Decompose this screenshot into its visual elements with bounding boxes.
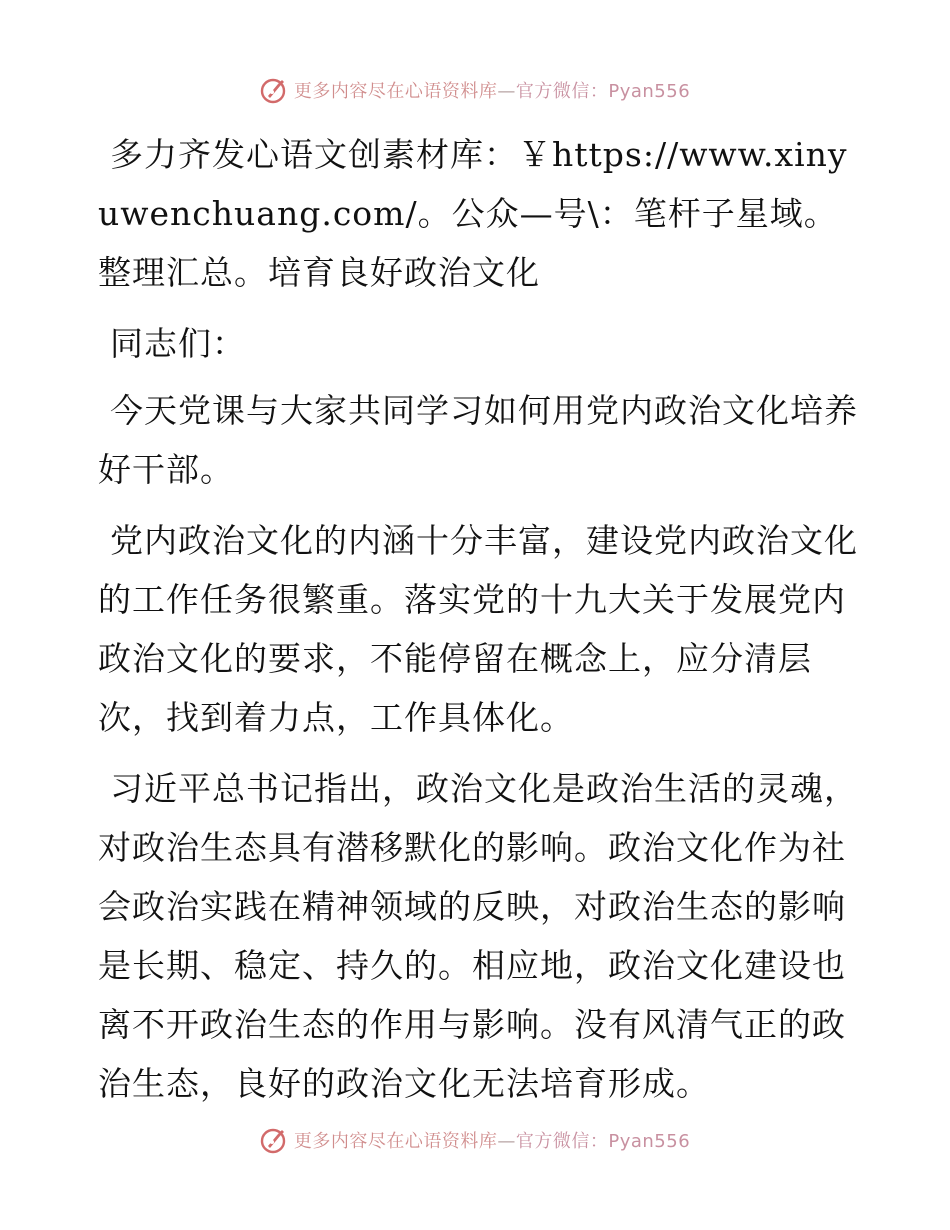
- footer-banner-official: 官方微信：: [515, 1131, 609, 1152]
- footer-banner-id: Pyan556: [608, 1131, 691, 1152]
- pen-nib-logo-icon: [260, 1126, 288, 1154]
- header-watermark-banner: [0, 72, 950, 108]
- paragraph-2: 党内政治文化的内涵十分丰富，建设党内政治文化的工作任务很繁重。落实党的十九大关于发展党内政治文化的要求，不能停留在概念上，应分清层次，找到着力点，工作具体化。: [98, 521, 858, 737]
- header-banner-id: Pyan556: [608, 81, 691, 102]
- footer-watermark-banner: [0, 1122, 950, 1158]
- footer-banner-main: 更多内容尽在心语资料库: [293, 1131, 498, 1152]
- header-banner-main: 更多内容尽在心语资料库: [293, 81, 498, 102]
- paragraph-1: 今天党课与大家共同学习如何用党内政治文化培养好干部。: [98, 391, 858, 489]
- pen-nib-logo-icon: [260, 76, 288, 104]
- footer-banner-sep: —: [497, 1131, 516, 1152]
- document-body: [98, 125, 858, 1125]
- footer-banner-text: [294, 1127, 690, 1153]
- intro-paragraph: 多力齐发心语文创素材库：￥https://www.xinyuwenchuang.com/。公众—号\：笔杆子星域。整理汇总。培育良好政治文化: [98, 135, 848, 292]
- header-banner-text: [294, 77, 690, 103]
- header-banner-official: 官方微信：: [515, 81, 609, 102]
- paragraph-3: 习近平总书记指出，政治文化是政治生活的灵魂，对政治生态具有潜移默化的影响。政治文化作为社会政治实践在精神领域的反映，对政治生态的影响是长期、稳定、持久的。相应地，政治文化建设也离不开政治生态的作用与影响。没有风清气正的政治生态，良好的政治文化无法培育形成。: [98, 769, 858, 1103]
- greeting: 同志们：: [110, 324, 246, 363]
- header-banner-sep: —: [497, 81, 516, 102]
